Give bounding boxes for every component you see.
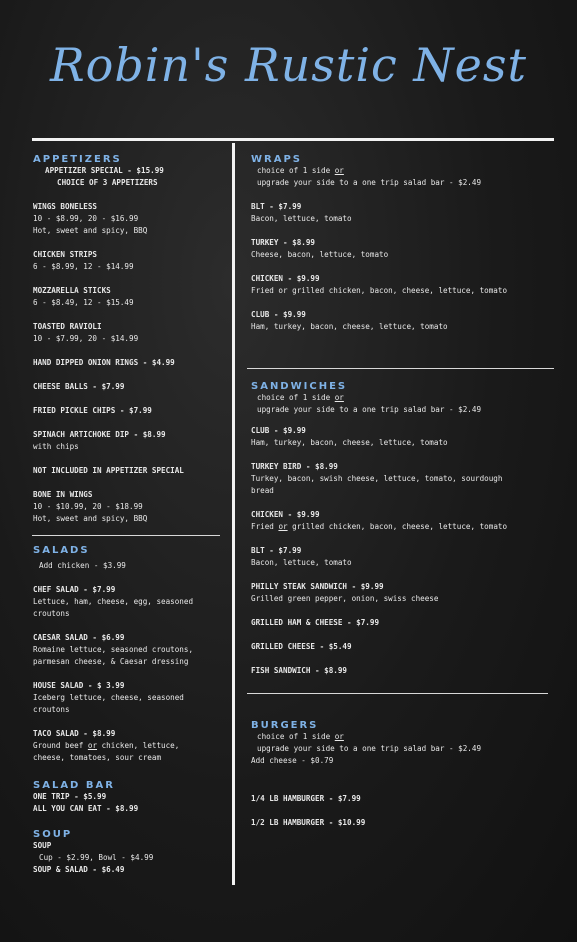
menu-item xyxy=(33,285,229,309)
item-name: TACO SALAD - $8.99 xyxy=(33,729,116,738)
side-choice-note: choice of 1 side or xyxy=(257,393,344,402)
burgers-section xyxy=(251,720,554,829)
add-cheese-note: Add cheese - $0.79 xyxy=(251,756,334,765)
item-description: Ham, turkey, bacon, cheese, lettuce, tomato xyxy=(251,438,448,447)
item-description: with chips xyxy=(33,442,79,451)
soup-prices: Cup - $2.99, Bowl - $4.99 xyxy=(39,853,154,862)
burgers-heading: BURGERS xyxy=(251,720,319,731)
item-description: Bacon, lettuce, tomato xyxy=(251,558,352,567)
item-price: 10 - $10.99, 20 - $18.99 xyxy=(33,502,143,511)
item-name: CHICKEN - $9.99 xyxy=(251,274,320,283)
menu-item xyxy=(33,632,229,668)
upgrade-note: upgrade your side to a one trip salad bar - $2.49 xyxy=(257,744,482,753)
salad-bar-section xyxy=(33,780,229,815)
item-description: croutons xyxy=(33,705,70,714)
menu-item xyxy=(33,357,229,369)
salads-section xyxy=(33,545,229,764)
item-name: TURKEY - $8.99 xyxy=(251,238,316,247)
soup-heading: SOUP xyxy=(33,829,73,840)
item-description: Bacon, lettuce, tomato xyxy=(251,214,352,223)
item-name: CHICKEN - $9.99 xyxy=(251,510,320,519)
salad-bar-one-trip: ONE TRIP - $5.99 xyxy=(33,792,107,801)
item-name: SPINACH ARTICHOKE DIP - $8.99 xyxy=(33,430,166,439)
appetizer-special: APPETIZER SPECIAL - $15.99 xyxy=(45,166,164,175)
item-name: BLT - $7.99 xyxy=(251,202,302,211)
item-description: parmesan cheese, & Caesar dressing xyxy=(33,657,189,666)
soup-salad-combo: SOUP & SALAD - $6.49 xyxy=(33,865,125,874)
left-column xyxy=(33,154,229,876)
salad-bar-all-you-can-eat: ALL YOU CAN EAT - $8.99 xyxy=(33,804,139,813)
menu-item xyxy=(33,728,229,764)
menu-item xyxy=(33,381,229,393)
soup-section xyxy=(33,829,229,876)
soup-label: SOUP xyxy=(33,841,52,850)
wraps-section xyxy=(251,154,554,333)
item-name: TOASTED RAVIOLI xyxy=(33,322,102,331)
menu-item xyxy=(251,237,554,261)
appetizer-special-note: CHOICE OF 3 APPETIZERS xyxy=(57,178,158,187)
menu-item xyxy=(251,201,554,225)
menu-item: GRILLED HAM & CHEESE - $7.99 xyxy=(251,618,380,627)
appetizers-heading: APPETIZERS xyxy=(33,154,122,165)
item-description: Cheese, bacon, lettuce, tomato xyxy=(251,250,389,259)
wraps-heading: WRAPS xyxy=(251,154,303,165)
menu-item xyxy=(251,545,554,569)
not-included-note: NOT INCLUDED IN APPETIZER SPECIAL xyxy=(33,466,184,475)
column-divider xyxy=(232,143,235,885)
menu-item: FISH SANDWICH - $8.99 xyxy=(251,666,348,675)
item-name: PHILLY STEAK SANDWICH - $9.99 xyxy=(251,582,384,591)
item-name: HOUSE SALAD - $ 3.99 xyxy=(33,681,125,690)
menu-item: 1/2 LB HAMBURGER - $10.99 xyxy=(251,818,366,827)
upgrade-note: upgrade your side to a one trip salad bar - $2.49 xyxy=(257,405,482,414)
item-name: FRIED PICKLE CHIPS - $7.99 xyxy=(33,406,152,415)
menu-item: 1/4 LB HAMBURGER - $7.99 xyxy=(251,794,361,803)
item-description: Hot, sweet and spicy, BBQ xyxy=(33,226,148,235)
item-name: CHEF SALAD - $7.99 xyxy=(33,585,116,594)
sandwiches-heading: SANDWICHES xyxy=(251,381,348,392)
menu-item: GRILLED CHEESE - $5.49 xyxy=(251,642,352,651)
upgrade-note: upgrade your side to a one trip salad bar - $2.49 xyxy=(257,178,482,187)
sandwiches-section xyxy=(251,381,554,677)
menu-item xyxy=(251,461,554,497)
menu-item xyxy=(33,405,229,417)
item-description: Fried or grilled chicken, bacon, cheese, lettuce, tomato xyxy=(251,522,508,531)
item-name: CAESAR SALAD - $6.99 xyxy=(33,633,125,642)
menu-item xyxy=(251,273,554,297)
top-divider xyxy=(32,138,554,141)
salads-heading: SALADS xyxy=(33,545,90,556)
item-description: Iceberg lettuce, cheese, seasoned xyxy=(33,693,184,702)
item-description: Ground beef or chicken, lettuce, xyxy=(33,741,180,750)
menu-item xyxy=(33,489,229,525)
salad-bar-heading: SALAD BAR xyxy=(33,780,115,791)
item-name: CHICKEN STRIPS xyxy=(33,250,98,259)
menu-item xyxy=(33,201,229,237)
menu-item xyxy=(33,680,229,716)
sandwiches-divider xyxy=(247,368,554,369)
item-name: HAND DIPPED ONION RINGS - $4.99 xyxy=(33,358,175,367)
item-price: 10 - $8.99, 20 - $16.99 xyxy=(33,214,139,223)
item-description: Romaine lettuce, seasoned croutons, xyxy=(33,645,194,654)
item-description: Hot, sweet and spicy, BBQ xyxy=(33,514,148,523)
item-name: CLUB - $9.99 xyxy=(251,310,306,319)
item-price: 6 - $8.49, 12 - $15.49 xyxy=(33,298,134,307)
item-description: bread xyxy=(251,486,274,495)
menu-item xyxy=(33,429,229,453)
menu-item xyxy=(251,581,554,605)
menu-item xyxy=(251,309,554,333)
item-name: BLT - $7.99 xyxy=(251,546,302,555)
item-name: BONE IN WINGS xyxy=(33,490,93,499)
item-description: Turkey, bacon, swish cheese, lettuce, tomato, sourdough xyxy=(251,474,503,483)
item-price: 6 - $8.99, 12 - $14.99 xyxy=(33,262,134,271)
side-choice-note: choice of 1 side or xyxy=(257,732,344,741)
item-name: MOZZARELLA STICKS xyxy=(33,286,111,295)
item-description: cheese, tomatoes, sour cream xyxy=(33,753,162,762)
menu-item xyxy=(33,321,229,345)
item-description: croutons xyxy=(33,609,70,618)
item-description: Ham, turkey, bacon, cheese, lettuce, tomato xyxy=(251,322,448,331)
menu-item xyxy=(251,509,554,533)
item-name: WINGS BONELESS xyxy=(33,202,98,211)
side-choice-note: choice of 1 side or xyxy=(257,166,344,175)
appetizers-section xyxy=(33,154,229,525)
add-chicken-note: Add chicken - $3.99 xyxy=(39,561,126,570)
item-name: CLUB - $9.99 xyxy=(251,426,306,435)
restaurant-title: Robin's Rustic Nest xyxy=(49,38,527,92)
item-name: TURKEY BIRD - $8.99 xyxy=(251,462,338,471)
item-description: Grilled green pepper, onion, swiss cheese xyxy=(251,594,439,603)
item-price: 10 - $7.99, 20 - $14.99 xyxy=(33,334,139,343)
menu-item xyxy=(33,584,229,620)
menu-item xyxy=(33,249,229,273)
item-description: Lettuce, ham, cheese, egg, seasoned xyxy=(33,597,194,606)
item-name: CHEESE BALLS - $7.99 xyxy=(33,382,125,391)
burgers-divider xyxy=(247,693,548,694)
right-column xyxy=(251,154,554,827)
item-description: Fried or grilled chicken, bacon, cheese, lettuce, tomato xyxy=(251,286,508,295)
